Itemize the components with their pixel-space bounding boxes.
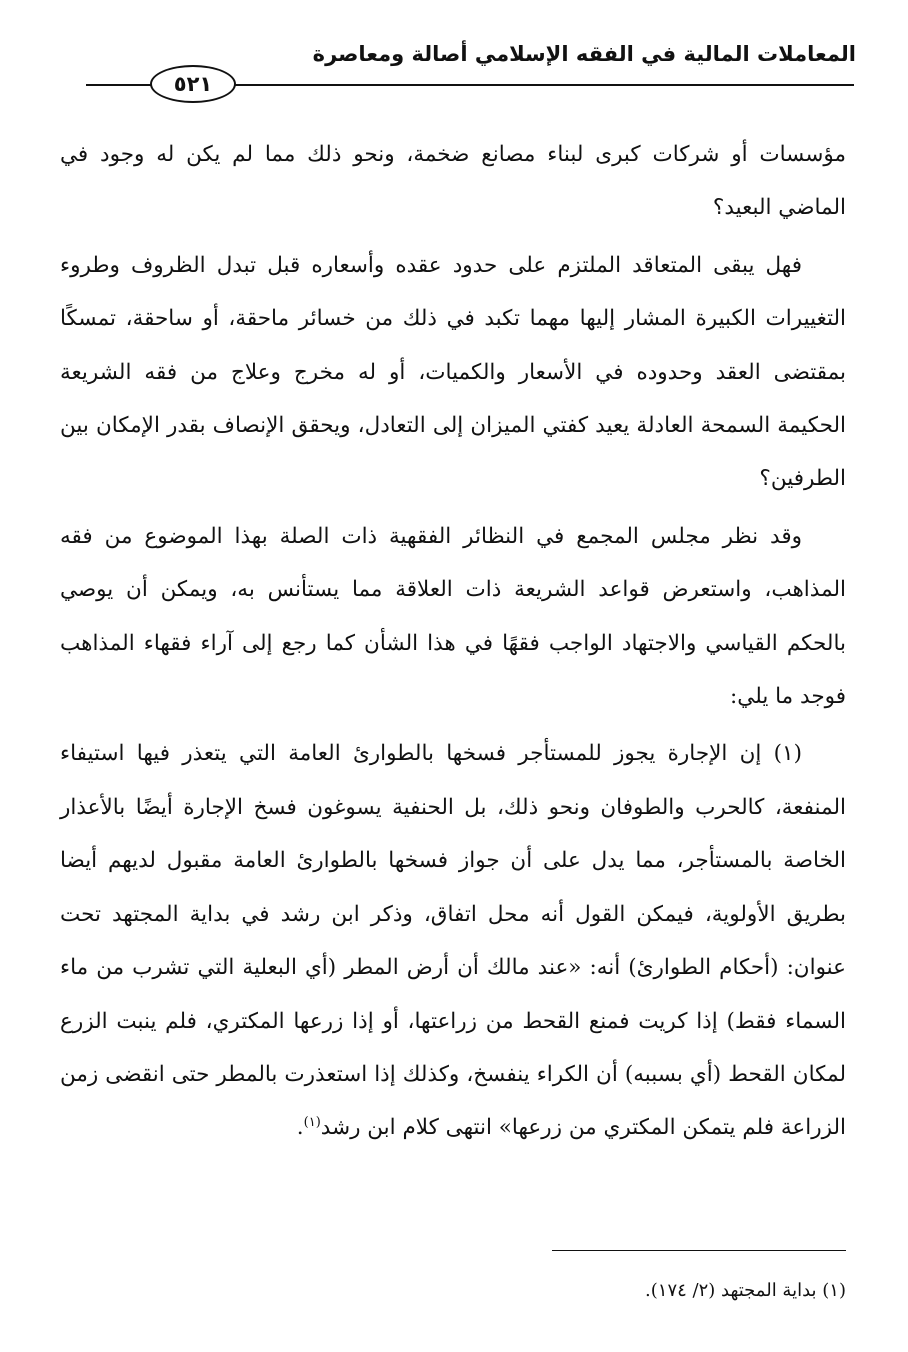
paragraph-question: فهل يبقى المتعاقد الملتزم على حدود عقده وأسعاره قبل تبدل الظروف وطروء التغييرات الكبيرة المشار إليها مهما تكبد في ذلك من خسائر ماحقة، أو ساحقة، تمسكًا بمقتضى العقد وحدوده في الأسعار والكميات، أو له مخرج وعلاج من فقه الشريعة الحكيمة السمحة العادلة يعيد كفتي الميزان إلى التعادل، ويحقق الإنصاف بقدر الإمكان بين الطرفين؟ [60, 252, 846, 492]
paragraph-point-one-text: (١) إن الإجارة يجوز للمستأجر فسخها بالطوارئ العامة التي يتعذر فيها استيفاء المنفعة، كالحرب والطوفان ونحو ذلك، بل الحنفية يسوغون فسخ الإجارة أيضًا بالأعذار الخاصة بالمستأجر، مما يدل على أن جواز فسخها بالطوارئ العامة مقبول لديهم أيضا بطريق الأولوية، فيمكن القول أنه محل اتفاق، وذكر ابن رشد في بداية المجتهد تحت عنوان: (أحكام الطوارئ) أنه: «عند مالك أن أرض المطر (أي البعلية التي تشرب من ماء السماء فقط) إذا كريت فمنع القحط من زراعتها، أو إذا زرعها المكتري، فلم ينبت الزرع لمكان القحط (أي بسببه) أن الكراء ينفسخ، وكذلك إذا استعذرت بالمطر حتى انقضى زمن الزراعة فلم يتمكن المكتري من زرعها» انتهى كلام ابن رشد [60, 741, 846, 1141]
paragraph-council-review: وقد نظر مجلس المجمع في النظائر الفقهية ذات الصلة بهذا الموضوع من فقه المذاهب، واستعرض قواعد الشريعة ذات العلاقة مما يستأنس به، ويمكن أن يوصي بالحكم القياسي والاجتهاد الواجب فقهًا في هذا الشأن كما رجع إلى آراء فقهاء المذاهب فوجد ما يلي: [60, 523, 846, 710]
footnote-1: (١) بداية المجتهد (٢/ ١٧٤). [645, 1280, 846, 1301]
paragraph-final-period: . [296, 1115, 304, 1141]
page-number: ٥٢١ [150, 65, 236, 103]
running-head-title: المعاملات المالية في الفقه الإسلامي أصالة ومعاصرة [312, 42, 856, 66]
footnote-reference-mark: (١) [303, 1115, 321, 1131]
body-text [60, 128, 846, 1155]
paragraph-continuation: مؤسسات أو شركات كبرى لبناء مصانع ضخمة، ونحو ذلك مما لم يكن له وجود في الماضي البعيد؟ [60, 142, 846, 221]
paragraph-point-one [60, 727, 846, 1154]
footnote-separator [552, 1250, 846, 1251]
